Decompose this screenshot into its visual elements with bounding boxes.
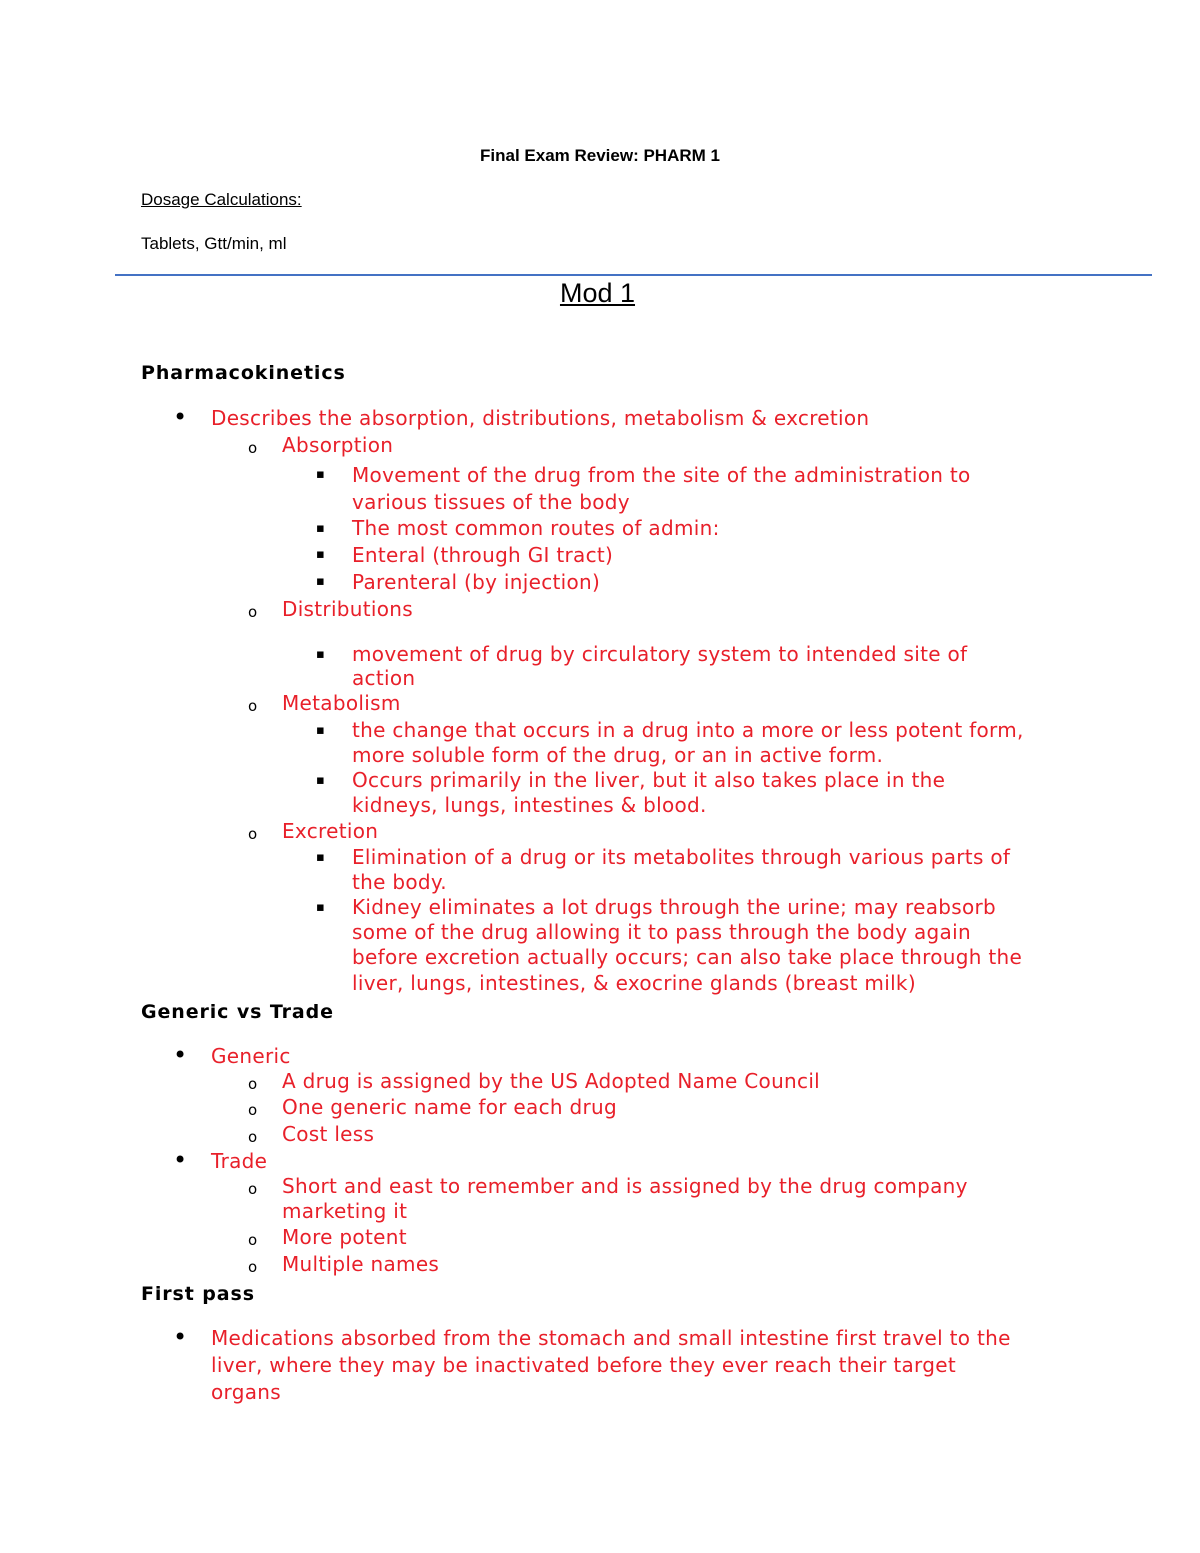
list-item-line: Parenteral (by injection) [352, 570, 601, 594]
sub-bullet-icon: o [248, 825, 258, 843]
bullet-icon: • [173, 1041, 188, 1069]
square-bullet-icon: ▪ [316, 521, 325, 536]
bullet-icon: • [173, 1323, 188, 1351]
subheading-generic: Generic [211, 1044, 291, 1068]
list-item-line: Cost less [282, 1122, 375, 1146]
list-item-line: Occurs primarily in the liver, but it also takes place in the [352, 768, 946, 792]
list-item-line: more soluble form of the drug, or an in active form. [352, 743, 884, 767]
list-item-line: Enteral (through GI tract) [352, 543, 614, 567]
list-item-line: Kidney eliminates a lot drugs through the urine; may reabsorb [352, 895, 997, 919]
square-bullet-icon: ▪ [316, 773, 325, 788]
square-bullet-icon: ▪ [316, 547, 325, 562]
list-item-line: The most common routes of admin: [352, 516, 720, 540]
document-title: Final Exam Review: PHARM 1 [480, 146, 720, 165]
list-item-line: various tissues of the body [352, 490, 630, 514]
list-item-intro: Describes the absorption, distributions, metabolism & excretion [211, 406, 870, 430]
subheading-trade: Trade [211, 1149, 268, 1173]
square-bullet-icon: ▪ [316, 900, 325, 915]
list-item-line: A drug is assigned by the US Adopted Name Council [282, 1069, 821, 1093]
square-bullet-icon: ▪ [316, 647, 325, 662]
section-heading-first-pass: First pass [141, 1283, 255, 1305]
square-bullet-icon: ▪ [316, 467, 325, 482]
list-item-line: Multiple names [282, 1252, 440, 1276]
list-item-line: Medications absorbed from the stomach and small intestine first travel to the [211, 1326, 1011, 1350]
list-item-line: One generic name for each drug [282, 1095, 618, 1119]
list-item-line: Movement of the drug from the site of the administration to [352, 463, 971, 487]
sub-bullet-icon: o [248, 1101, 258, 1119]
list-item-line: liver, lungs, intestines, & exocrine glands (breast milk) [352, 971, 916, 995]
list-item-line: movement of drug by circulatory system to intended site of [352, 642, 968, 666]
list-item-line: the body. [352, 870, 447, 894]
square-bullet-icon: ▪ [316, 574, 325, 589]
bullet-icon: • [173, 403, 188, 431]
dosage-units: Tablets, Gtt/min, ml [141, 234, 287, 253]
subheading-distributions: Distributions [282, 597, 413, 621]
sub-bullet-icon: o [248, 1231, 258, 1249]
list-item-line: marketing it [282, 1199, 408, 1223]
list-item-line: kidneys, lungs, intestines & blood. [352, 793, 707, 817]
sub-bullet-icon: o [248, 439, 258, 457]
module-title: Mod 1 [559, 278, 636, 308]
list-item-line: Short and east to remember and is assigned by the drug company [282, 1174, 968, 1198]
list-item-line: before excretion actually occurs; can also take place through the [352, 945, 1023, 969]
section-heading-generic-vs-trade: Generic vs Trade [141, 1001, 334, 1023]
subheading-excretion: Excretion [282, 819, 379, 843]
list-item-line: some of the drug allowing it to pass through the body again [352, 920, 971, 944]
list-item-line: organs [211, 1380, 281, 1404]
bullet-icon: • [173, 1146, 188, 1174]
subheading-metabolism: Metabolism [282, 691, 401, 715]
horizontal-rule [115, 274, 1152, 276]
sub-bullet-icon: o [248, 1258, 258, 1276]
sub-bullet-icon: o [248, 1075, 258, 1093]
sub-bullet-icon: o [248, 1128, 258, 1146]
list-item-line: action [352, 666, 416, 690]
list-item-line: More potent [282, 1225, 407, 1249]
sub-bullet-icon: o [248, 603, 258, 621]
sub-bullet-icon: o [248, 1180, 258, 1198]
sub-bullet-icon: o [248, 697, 258, 715]
section-heading-pharmacokinetics: Pharmacokinetics [141, 362, 346, 384]
dosage-heading: Dosage Calculations: [141, 190, 302, 209]
subheading-absorption: Absorption [282, 433, 394, 457]
square-bullet-icon: ▪ [316, 850, 325, 865]
list-item-line: Elimination of a drug or its metabolites through various parts of [352, 845, 1011, 869]
list-item-line: the change that occurs in a drug into a more or less potent form, [352, 718, 1024, 742]
list-item-line: liver, where they may be inactivated before they ever reach their target [211, 1353, 956, 1377]
square-bullet-icon: ▪ [316, 723, 325, 738]
